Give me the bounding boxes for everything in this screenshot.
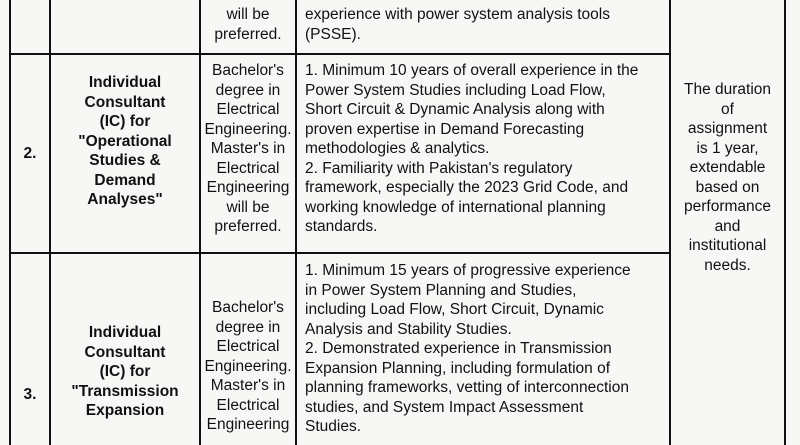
- text-line: Consultant: [84, 93, 166, 111]
- text-line: preferred.: [214, 25, 282, 43]
- text-line: (IC) for: [99, 363, 151, 380]
- table-border-right: [784, 0, 786, 445]
- text-line: The duration: [683, 81, 772, 98]
- top-row-qualification-tail: [201, 5, 295, 44]
- text-line: Engineering.: [204, 120, 292, 138]
- text-line: of: [721, 100, 734, 118]
- text-line: preferred.: [214, 218, 282, 235]
- column-divider: [295, 0, 297, 445]
- row-number: 2.: [23, 145, 37, 162]
- text-line: methodologies & analytics.: [305, 140, 490, 157]
- text-line: is 1 year,: [696, 139, 759, 157]
- text-line: performance: [683, 198, 771, 215]
- requirements-cell: [305, 261, 662, 437]
- text-line: Engineering.: [204, 357, 292, 375]
- text-line: Expansion: [85, 402, 165, 419]
- text-line: "Transmission: [71, 382, 179, 400]
- text-line: Bachelor's: [212, 62, 284, 79]
- text-line: will be: [226, 198, 270, 216]
- text-line: experience with power system analysis tools: [305, 6, 610, 23]
- row-number: 3.: [23, 386, 37, 403]
- text-line: Power System Studies including Load Flow,: [305, 81, 606, 99]
- text-line: Master's in: [210, 140, 286, 157]
- requirements-cell: [305, 61, 662, 237]
- text-line: Expansion Planning, including formulation of: [305, 359, 611, 377]
- text-line: including Load Flow, Short Circuit, Dynamic: [305, 301, 604, 318]
- position-title: [51, 73, 199, 210]
- duration-cell: [671, 80, 784, 275]
- table-border-left: [9, 0, 11, 445]
- text-line: Individual: [88, 74, 162, 91]
- text-line: in Power System Planning and Studies,: [305, 281, 577, 299]
- qualification-cell: [201, 298, 295, 435]
- text-line: Studies.: [305, 418, 362, 435]
- text-line: Electrical: [216, 101, 280, 118]
- text-line: Engineering: [206, 179, 290, 196]
- text-line: Electrical: [216, 396, 280, 414]
- text-line: Consultant: [84, 343, 166, 361]
- text-line: 2. Familiarity with Pakistan's regulatory: [305, 159, 573, 177]
- text-line: Analysis and Stability Studies.: [305, 320, 512, 338]
- text-line: Analyses": [87, 191, 163, 208]
- text-line: proven expertise in Demand Forecasting: [305, 120, 585, 138]
- text-line: needs.: [704, 256, 751, 274]
- text-line: Master's in: [210, 377, 286, 394]
- text-line: (IC) for: [99, 113, 151, 130]
- text-line: Electrical: [216, 338, 280, 355]
- text-line: Studies &: [89, 152, 161, 169]
- text-line: will be: [226, 6, 270, 23]
- top-row-requirements-tail: [305, 5, 662, 44]
- text-line: 1. Minimum 10 years of overall experience in the: [305, 62, 639, 79]
- text-line: studies, and System Impact Assessment: [305, 398, 584, 416]
- text-line: (PSSE).: [305, 25, 361, 43]
- text-line: degree in: [215, 81, 281, 99]
- text-line: degree in: [215, 318, 281, 336]
- text-line: 1. Minimum 15 years of progressive experience: [305, 262, 631, 279]
- text-line: Short Circuit & Dynamic Analysis along with: [305, 101, 605, 118]
- text-line: extendable: [689, 159, 766, 176]
- text-line: assignment: [687, 120, 768, 137]
- text-line: framework, especially the 2023 Grid Code, and: [305, 179, 629, 196]
- row-divider: [9, 252, 671, 254]
- text-line: "Operational: [78, 132, 172, 150]
- text-line: planning frameworks, vetting of interconnection: [305, 379, 629, 396]
- text-line: standards.: [305, 218, 378, 235]
- text-line: Electrical: [216, 159, 280, 177]
- text-line: based on: [695, 178, 760, 196]
- qualification-cell: [201, 61, 295, 237]
- text-line: Demand: [94, 171, 156, 189]
- text-line: Individual: [88, 324, 162, 341]
- text-line: and: [714, 217, 741, 235]
- position-title: [51, 323, 199, 421]
- text-line: Engineering: [206, 416, 290, 433]
- row-divider: [9, 53, 671, 55]
- text-line: Bachelor's: [212, 299, 284, 316]
- text-line: institutional: [688, 237, 767, 254]
- text-line: 2. Demonstrated experience in Transmission: [305, 340, 612, 357]
- text-line: working knowledge of international planning: [305, 198, 606, 216]
